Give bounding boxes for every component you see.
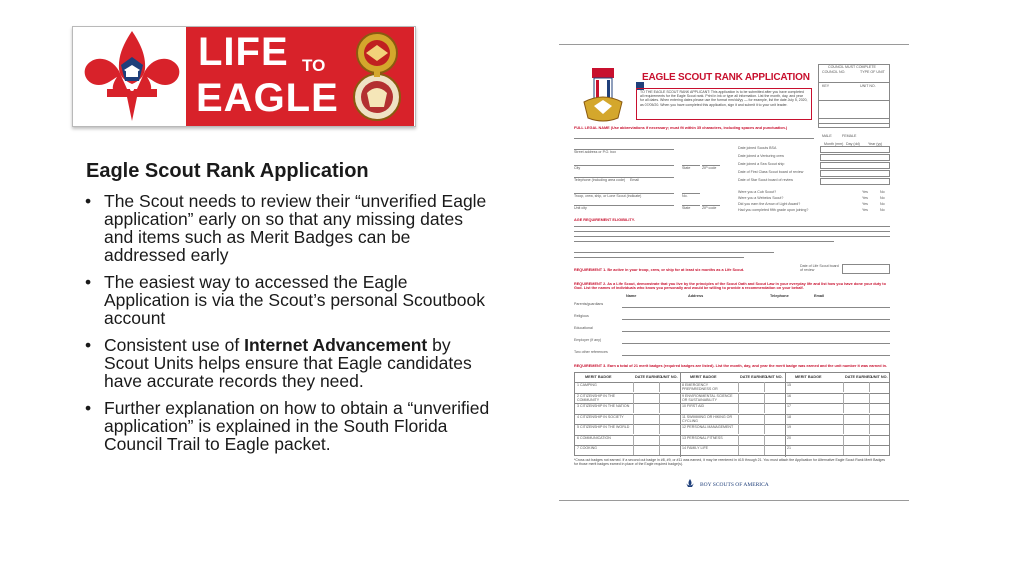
mb-badge-name: 21: [787, 446, 791, 450]
mb-cell-divider: [764, 424, 765, 434]
reference-row-label: Educational: [574, 326, 593, 330]
mb-header-unit: UNIT NO.: [766, 375, 783, 379]
mb-badge-name: 2 CITIZENSHIP IN THE COMMUNITY: [577, 393, 616, 402]
mb-badge-name: 1 CAMPING: [577, 383, 597, 387]
date-row-label: Date joined a Venturing crew: [738, 154, 784, 158]
mb-cell-divider: [869, 435, 870, 445]
birth-day: Day (dd): [846, 142, 860, 146]
mb-cell-divider: [869, 382, 870, 392]
mb-cell-divider: [633, 445, 634, 455]
mb-cell-divider: [738, 414, 739, 424]
reference-column-header: Address: [688, 294, 704, 298]
mb-cell-divider: [869, 393, 870, 403]
mb-cell-divider: [764, 382, 765, 392]
mb-header-badge: MERIT BADGE: [690, 375, 717, 379]
logo-word-to: TO: [302, 56, 326, 75]
mb-badge-name: 6 COMMUNICATION: [577, 435, 611, 440]
council-col-4: UNIT NO.: [860, 84, 876, 88]
mb-cell-divider: [764, 393, 765, 403]
mb-cell-divider: [738, 435, 739, 445]
date-row-box: [820, 162, 890, 169]
mb-cell-divider: [659, 424, 660, 434]
mb-cell-divider: [633, 393, 634, 403]
bullet-text: The Scout needs to review their “unverified Eagle application” early on so that any missing dates and items such as Merit Badges can be addressed early: [104, 191, 487, 265]
mb-cell-divider: [633, 435, 634, 445]
mb-header-date: DATE EARNED: [740, 375, 768, 379]
reference-row-line: [622, 319, 890, 320]
mb-badge-name: 19: [787, 425, 791, 429]
mb-cell-divider: [633, 424, 634, 434]
mb-badge-name: 17: [787, 404, 791, 408]
reference-column-header: Name: [626, 294, 637, 298]
logo-word-eagle: EAGLE: [196, 76, 339, 120]
fleur-de-lis-icon: [77, 27, 187, 126]
bullet-list: [84, 192, 494, 462]
slide-heading: Eagle Scout Rank Application: [86, 160, 369, 182]
mb-cell-divider: [843, 435, 844, 445]
date-row-label: Date joined Scouts BSA: [738, 146, 777, 150]
mb-badge-name: 18: [787, 414, 791, 419]
field-label: Email: [630, 178, 639, 182]
mb-cell-divider: [843, 414, 844, 424]
mb-header-badge: MERIT BADGE: [585, 375, 612, 379]
merit-badge-footnote: *Cross out badges not earned. If a second out badge in #8, #9, or #11 was earned, it may be reentered in #15 through 21. You must attach the Application for Alternative Eagle Scout Rank Merit Badges for those merit badges earned in place of the Eagle required badge(s).: [574, 458, 886, 467]
full-name-label: FULL LEGAL NAME (Use abbreviations if necessary; must fit within 35 characters, including spaces and punctuation.): [574, 126, 788, 130]
mb-badge-name: 14 FAMILY LIFE: [682, 446, 709, 450]
bullet-text: The easiest way to accessed the Eagle Application is via the Scout’s personal Scoutbook account: [104, 272, 486, 328]
age-requirement-title: AGE REQUIREMENT ELIGIBILITY.: [574, 218, 635, 222]
mb-cell-divider: [738, 382, 739, 392]
life-board-label: Date of Life Scout board of review: [800, 264, 839, 273]
mb-cell-divider: [659, 403, 660, 413]
merit-badge-table: [574, 372, 890, 456]
field-label: Unit city: [574, 206, 587, 210]
mb-badge-name: 4 CITIZENSHIP IN SOCIETY: [577, 414, 624, 419]
yes-label: Yes: [862, 208, 868, 212]
date-row-box: [820, 178, 890, 185]
bullet-item: [84, 273, 494, 327]
mb-badge-name: 9 ENVIRONMENTAL SCIENCE OR SUSTAINABILITY: [682, 393, 733, 402]
bullet-item: [84, 192, 494, 264]
requirement-2: REQUIREMENT 2. As a Life Scout, demonstrate that you live by the principles of the Scout Oath and Scout Law in your everyday life and list how you have done your duty to God. List the names of individuals who know you personally and would be willing to provide a recommendation on your behalf.: [574, 282, 886, 291]
yes-no-question: Had you completed fifth grade upon joining?: [738, 208, 809, 212]
reference-column-header: Telephone: [770, 294, 789, 298]
bullet-item: [84, 399, 494, 453]
mb-cell-divider: [843, 403, 844, 413]
reference-row-line: [622, 343, 890, 344]
mb-cell-divider: [764, 435, 765, 445]
bullet-dot: •: [85, 335, 92, 355]
mb-cell-divider: [659, 445, 660, 455]
requirement-3: REQUIREMENT 3. Earn a total of 21 merit badges (required badges are listed). List the month, day, and year the merit badge was earned and the unit number it was earned in.: [574, 364, 888, 368]
reference-row-label: Religious: [574, 314, 589, 318]
divider-bottom: [559, 500, 909, 501]
mb-cell-divider: [843, 424, 844, 434]
mb-badge-name: 20: [787, 435, 791, 440]
mb-cell-divider: [659, 393, 660, 403]
mb-badge-name: 12 PERSONAL MANAGEMENT: [682, 425, 734, 429]
reference-row-line: [622, 307, 890, 308]
mb-header-date: DATE EARNED: [635, 375, 663, 379]
mb-cell-divider: [633, 382, 634, 392]
gender-female: FEMALE: [842, 134, 857, 138]
reference-row-line: [622, 331, 890, 332]
reference-row-line: [622, 355, 890, 356]
date-row-box: [820, 154, 890, 161]
bsa-wordmark: BOY SCOUTS OF AMERICA: [700, 482, 769, 488]
no-label: No: [880, 208, 885, 212]
mb-badge-name: 3 CITIZENSHIP IN THE NATION: [577, 404, 630, 408]
birth-year: Year (yy): [868, 142, 883, 146]
field-line: [574, 205, 674, 206]
mb-badge-name: 16: [787, 393, 791, 398]
no-label: No: [880, 202, 885, 206]
yes-no-question: Did you earn the Arrow of Light Award?: [738, 202, 801, 206]
date-row-label: Date joined a Sea Scout ship: [738, 162, 785, 166]
field-label: City: [574, 166, 581, 170]
mb-cell-divider: [738, 403, 739, 413]
mb-cell-divider: [738, 393, 739, 403]
reference-row-label: Employer (if any): [574, 338, 602, 342]
field-label: No.: [682, 194, 688, 198]
mb-header-badge: MERIT BADGE: [795, 375, 822, 379]
field-label: Street address or P.O. box: [574, 150, 617, 154]
mb-cell-divider: [843, 393, 844, 403]
eagle-application-image: [570, 58, 895, 495]
council-col-2: TYPE OF UNIT: [860, 70, 885, 74]
mb-cell-divider: [659, 414, 660, 424]
mb-cell-divider: [659, 435, 660, 445]
mb-cell-divider: [764, 414, 765, 424]
field-label: Telephone (including area code): [574, 178, 626, 182]
mb-cell-divider: [633, 403, 634, 413]
date-row-box: [820, 170, 890, 177]
bullet-dot: •: [85, 191, 92, 211]
bsa-emblem-icon: [684, 478, 696, 490]
date-row-label: Date of First Class Scout board of review: [738, 170, 804, 174]
council-use-label: COUNCIL MUST COMPLETE: [828, 65, 876, 69]
date-row-label: Date of Star Scout board of review: [738, 178, 793, 182]
age-requirement-lines: [574, 224, 890, 246]
eagle-badge-icon: [574, 66, 632, 124]
life-to-eagle-logo: [72, 26, 416, 127]
reference-row-label: Parents/guardians: [574, 302, 604, 306]
bullet-text: Consistent use of: [104, 335, 245, 355]
logo-word-life: LIFE: [198, 30, 289, 74]
bullet-text: by Scout Units helps ensure that Eagle candidates have accurate records they need.: [104, 335, 472, 391]
mb-cell-divider: [869, 424, 870, 434]
mb-header-unit: UNIT NO.: [871, 375, 888, 379]
council-col-3: KEY: [822, 84, 830, 88]
bullet-text: Further explanation on how to obtain a “unverified application” is explained in the South Florida Council Trail to Eagle packet.: [104, 398, 490, 454]
requirement-1: REQUIREMENT 1. Be active in your troop, crew, or ship for at least six months as a Life Scout.: [574, 268, 745, 272]
bullet-bold-text: Internet Advancement: [244, 335, 428, 355]
mb-badge-name: 8 EMERGENCY PREPAREDNESS OR: [682, 383, 718, 392]
application-title: EAGLE SCOUT RANK APPLICATION: [642, 72, 810, 83]
no-label: No: [880, 196, 885, 200]
mb-header-unit: UNIT NO.: [661, 375, 678, 379]
mb-cell-divider: [764, 403, 765, 413]
mb-badge-name: 5 CITIZENSHIP IN THE WORLD: [577, 425, 630, 429]
field-label: ZIP code: [702, 206, 717, 210]
field-label: Troop, crew, ship, or Lone Scout (indicate): [574, 194, 642, 198]
mb-header-date: DATE EARNED: [845, 375, 873, 379]
reference-row-label: Two other references: [574, 350, 608, 354]
instructions-text: TO THE EAGLE SCOUT RANK APPLICANT: This application is to be submitted after you have completed all requirements for the Eagle Scout rank. Print in ink or type all information. List the month, day, and year for all dates. When entering dates please use the format mm/dd/yy — for example, list the date July 5, 2020, as 07/05/20. When you have completed this application, sign it and submit it to your unit leader.: [640, 90, 808, 107]
logo-red-panel: [186, 27, 414, 126]
mb-badge-name: 15: [787, 383, 791, 387]
divider-top: [559, 44, 909, 45]
mb-cell-divider: [843, 382, 844, 392]
no-label: No: [880, 190, 885, 194]
date-row-box: [820, 146, 890, 153]
mb-cell-divider: [764, 445, 765, 455]
reference-column-header: Email: [814, 294, 825, 298]
mb-cell-divider: [869, 445, 870, 455]
field-label: ZIP code: [702, 166, 717, 170]
yes-label: Yes: [862, 190, 868, 194]
birth-month: Month (mm): [824, 142, 844, 146]
bullet-dot: •: [85, 398, 92, 418]
council-col-1: COUNCIL NO.: [822, 70, 846, 74]
yes-no-question: Were you a Webelos Scout?: [738, 196, 784, 200]
bullet-dot: •: [85, 272, 92, 292]
mb-badge-name: 13 PERSONAL FITNESS: [682, 435, 723, 440]
mb-cell-divider: [738, 424, 739, 434]
mb-cell-divider: [843, 445, 844, 455]
gender-male: MALE: [822, 134, 832, 138]
yes-label: Yes: [862, 196, 868, 200]
mb-badge-name: 7 COOKING: [577, 446, 597, 450]
eagle-patch-icon: [344, 31, 410, 123]
mb-cell-divider: [633, 414, 634, 424]
mb-badge-name: 10 FIRST AID: [682, 404, 705, 408]
yes-no-question: Were you a Cub Scout?: [738, 190, 777, 194]
field-label: State: [682, 206, 691, 210]
field-label: State: [682, 166, 691, 170]
mb-cell-divider: [738, 445, 739, 455]
mb-cell-divider: [869, 414, 870, 424]
bullet-item: [84, 336, 494, 390]
mb-badge-name: 11 SWIMMING OR HIKING OR CYCLING: [682, 414, 733, 423]
mb-cell-divider: [869, 403, 870, 413]
field-line: [574, 165, 674, 166]
yes-label: Yes: [862, 202, 868, 206]
mb-cell-divider: [659, 382, 660, 392]
